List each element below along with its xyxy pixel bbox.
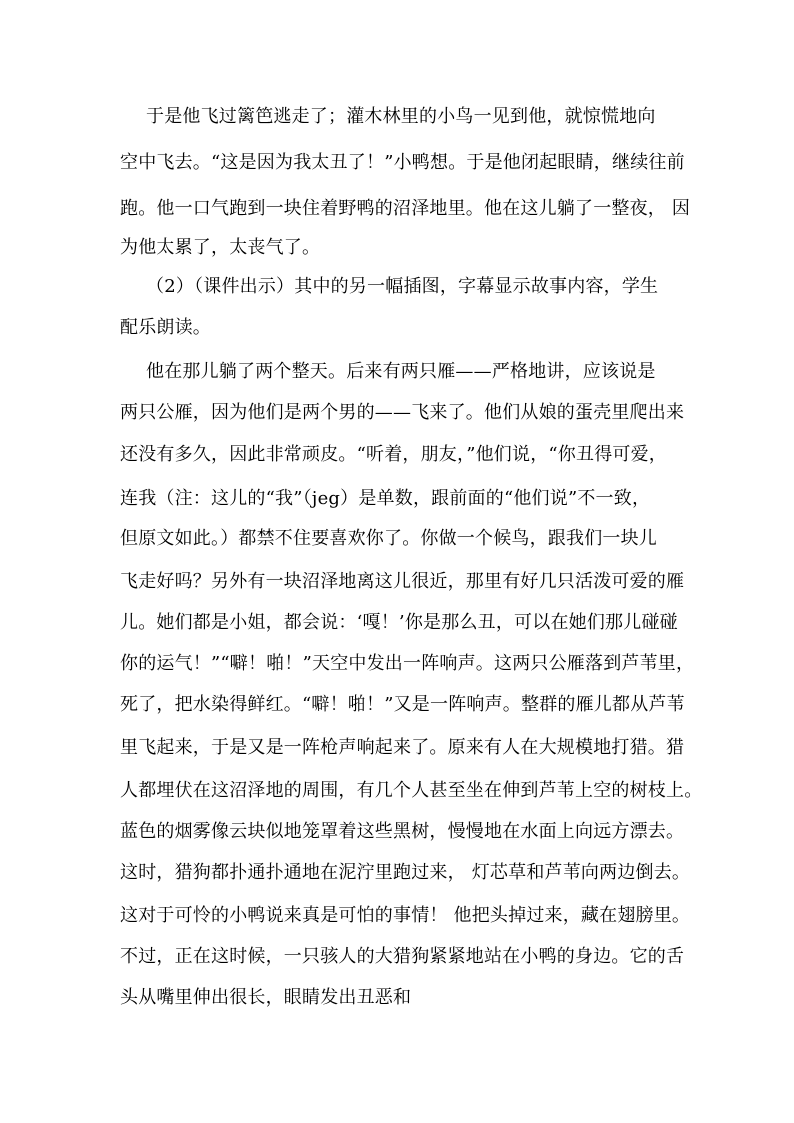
text-line: 空中飞去。“这是因为我太丑了！”小鸭想。于是他闭起眼睛，继续往前 (120, 152, 685, 173)
text-line: 头从嘴里伸出很长，眼睛发出丑恶和 (120, 987, 412, 1008)
text-line: 飞走好吗？另外有一块沼泽地离这儿很近，那里有好几只活泼可爱的雁 (120, 571, 685, 592)
text-line: 于是他飞过篱笆逃走了；灌木林里的小鸟一见到他，就惊慌地向 (146, 106, 656, 127)
text-line: 他在那儿躺了两个整天。后来有两只雁——严格地讲，应该说是 (146, 361, 656, 382)
text-line: 蓝色的烟雾像云块似地笼罩着这些黑树，慢慢地在水面上向远方漂去。 (120, 821, 685, 842)
text-line: 这对于可怜的小鸭说来真是可怕的事情！ 他把头掉过来，藏在翅膀里。 (120, 905, 691, 926)
text-line: 死了，把水染得鲜红。“噼！啪！”又是一阵响声。整群的雁儿都从芦苇 (120, 694, 685, 715)
text-line: 跑。他一口气跑到一块住着野鸭的沼泽地里。他在这儿躺了一整夜， 因 (120, 198, 691, 219)
text-line: 还没有多久，因此非常顽皮。“听着，朋友，”他们说，“你丑得可爱， (120, 444, 668, 465)
text-line: 配乐朗读。 (120, 317, 211, 338)
text-line: 为他太累了，太丧气了。 (120, 237, 321, 258)
text-line: 这时，猎狗都扑通扑通地在泥泞里跑过来， 灯芯草和芦苇向两边倒去。 (120, 862, 691, 883)
text-line: 人都埋伏在这沼泽地的周围，有几个人甚至坐在伸到芦苇上空的树枝上。 (120, 780, 703, 801)
text-line: （2）（课件出示）其中的另一幅插图，字幕显示故事内容，学生 (146, 276, 659, 297)
text-line: 但原文如此。）都禁不住要喜欢你了。你做一个候鸟，跟我们一块儿 (120, 528, 657, 549)
text-line: 不过，正在这时候，一只骇人的大猎狗紧紧地站在小鸭的身边。它的舌 (120, 946, 685, 967)
text-line: 里飞起来，于是又是一阵枪声响起来了。原来有人在大规模地打猎。猎 (120, 737, 685, 758)
text-line: 你的运气！”“噼！啪！”天空中发出一阵响声。这两只公雁落到芦苇里， (120, 653, 695, 674)
text-line: 两只公雁，因为他们是两个男的——飞来了。他们从娘的蛋壳里爬出来 (120, 402, 685, 423)
text-line: 儿。她们都是小姐，都会说：‘嘎！’你是那么丑，可以在她们那儿碰碰 (120, 612, 678, 633)
text-line: 连我（注：这儿的“我”（jeg）是单数，跟前面的“他们说”不一致， (120, 488, 651, 509)
